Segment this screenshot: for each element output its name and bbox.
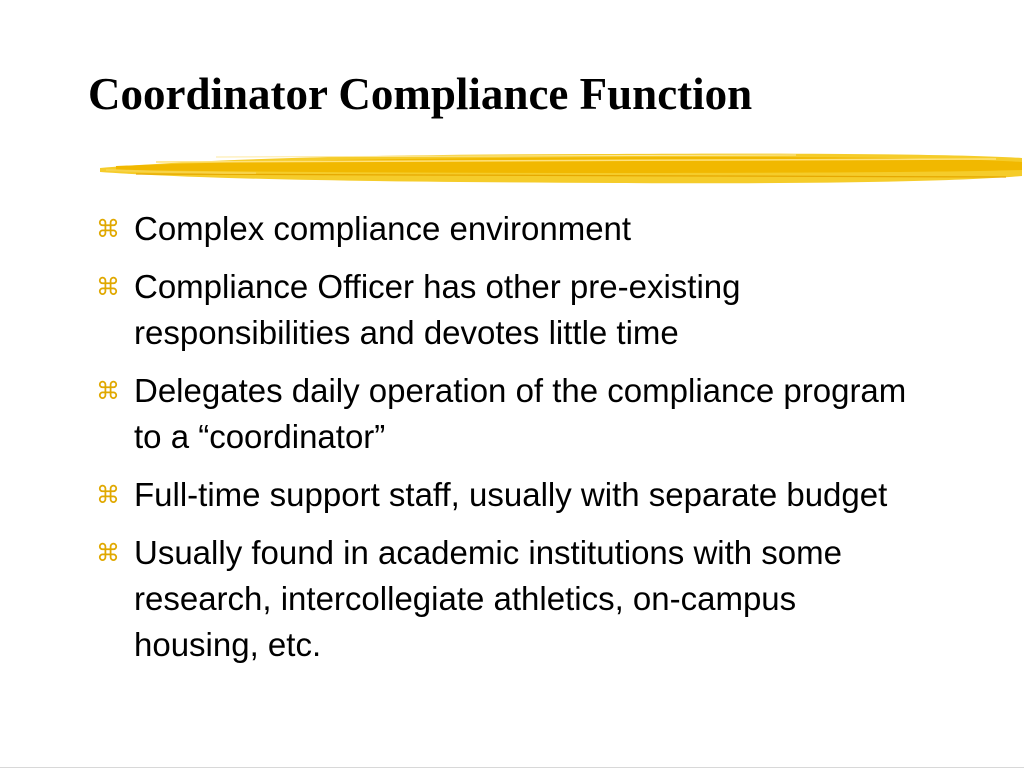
bullet-text: Full-time support staff, usually with separate budget bbox=[134, 476, 888, 513]
bullet-text: Usually found in academic institutions with some research, intercollegiate athletics, on-campus housing, etc. bbox=[134, 534, 843, 663]
bullet-text: Complex compliance environment bbox=[134, 210, 632, 247]
bullet-item bbox=[96, 368, 926, 460]
bullet-item bbox=[96, 530, 926, 668]
bullet-text: Compliance Officer has other pre-existing responsibilities and devotes little time bbox=[134, 268, 741, 351]
bullet-icon: ⌘ bbox=[96, 377, 120, 405]
bullet-icon: ⌘ bbox=[96, 215, 120, 243]
bullet-item bbox=[96, 206, 926, 252]
bullet-icon: ⌘ bbox=[96, 539, 120, 567]
bullet-item bbox=[96, 264, 926, 356]
slide-title: Coordinator Compliance Function bbox=[88, 69, 753, 119]
bullet-item bbox=[96, 472, 926, 518]
bullet-icon: ⌘ bbox=[96, 481, 120, 509]
bullet-icon: ⌘ bbox=[96, 273, 120, 301]
bullet-list bbox=[96, 206, 926, 680]
bullet-text: Delegates daily operation of the compliance program to a “coordinator” bbox=[134, 372, 907, 455]
title-underline-brushstroke bbox=[96, 146, 1024, 190]
